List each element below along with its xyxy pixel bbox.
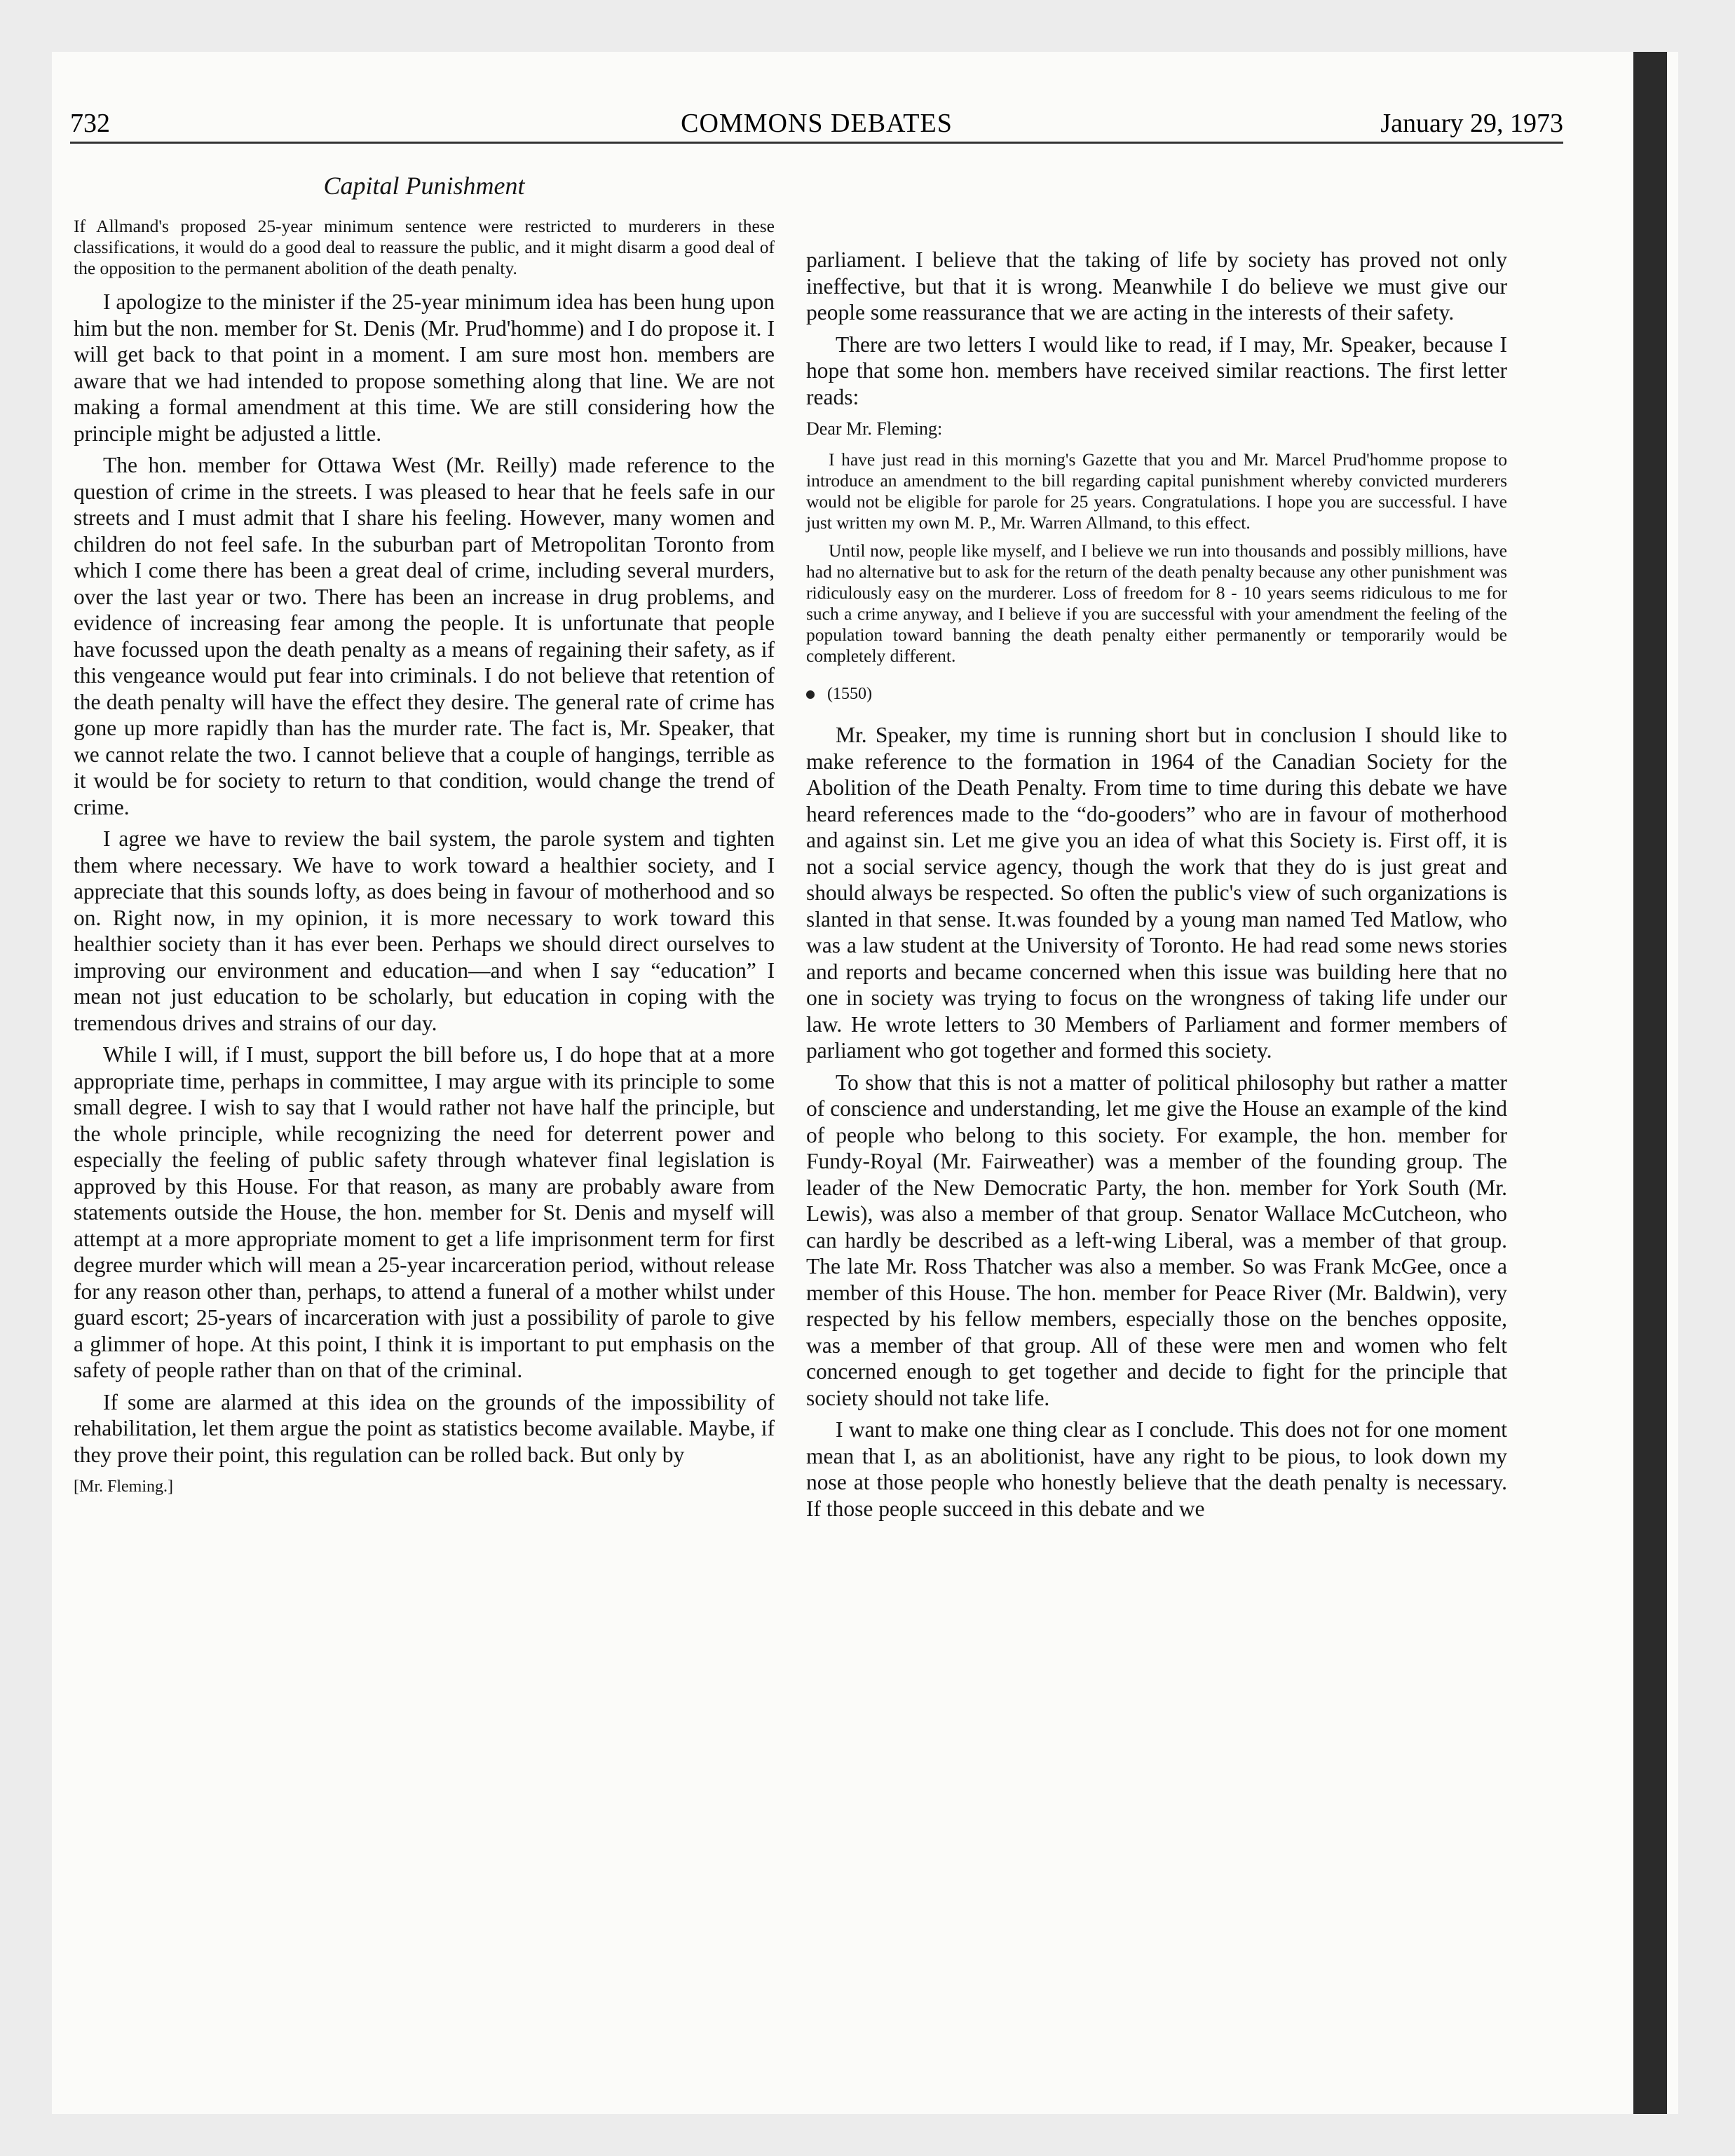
- left-column: [74, 161, 775, 1496]
- letter-paragraph: Until now, people like myself, and I believe we run into thousands and possibly millions, have had no alternative but to ask for the return of the death penalty because any other punishment was ridiculously easy on the murderer. Loss of freedom for 8 - 10 years seems ridiculous to me for such a crime anyway, and I believe if you are successful with your amendment the feeling of the population toward banning the death penalty either permanently or temporarily would be completely different.: [806, 540, 1507, 666]
- page-date: January 29, 1973: [1380, 109, 1563, 138]
- paragraph: While I will, if I must, support the bill before us, I do hope that at a more appropriate time, perhaps in committee, I may argue with its principle to some small degree. I wish to say that I would rather not have half the principle, but the whole principle, while recognizing the need for deterrent power and especially the feeling of public safety through whatever final legislation is approved by this House. For that reason, as many are probably aware from statements outside the House, the hon. member for St. Denis and myself will attempt at a more appropriate moment to get a life imprisonment term for first degree murder which will mean a 25-year incarceration period, without release for any reason other than, perhaps, to attend a funeral of a mother whilst under guard escort; 25-years of incarceration with just a possibility of parole to give a glimmer of hope. At this point, I think it is important to put emphasis on the safety of people rather than on that of the criminal.: [74, 1042, 775, 1382]
- paragraph: I agree we have to review the bail system, the parole system and tighten them where necessary. We have to work toward a healthier society, and I appreciate that this sounds lofty, as does being in favour of motherhood and so on. Right now, in my opinion, it is more necessary to work toward this healthier society than it has ever been. Perhaps we should direct ourselves to improving our environment and education—and when I say “education” I mean not just education to be scholarly, but education in coping with the tremendous drives and strains of our day.: [74, 826, 775, 1035]
- page-header: [70, 104, 1563, 144]
- paragraph: There are two letters I would like to read, if I may, Mr. Speaker, because I hope that some hon. members have received similar reactions. The first letter reads:: [806, 332, 1507, 409]
- letter-salutation: Dear Mr. Fleming:: [806, 418, 943, 439]
- paragraph: To show that this is not a matter of political philosophy but rather a matter of conscience and understanding, let me give the House an example of the kind of people who belong to this society. For example, the hon. member for Fundy-Royal (Mr. Fairweather) was a member of the founding group. The leader of the New Democratic Party, the hon. member for York South (Mr. Lewis), was also a member of that group. Senator Wallace McCutcheon, who can hardly be described as a left-wing Liberal, was a member of that group. The late Mr. Ross Thatcher was also a member. So was Frank McGee, once a member of this House. The hon. member for Peace River (Mr. Baldwin), very respected by his fellow members, especially those on the benches opposite, was a member of that group. All of these were men and women who felt concerned enough to get together and decide to fight for the principle that society should not take life.: [806, 1070, 1507, 1410]
- paragraph: If some are alarmed at this idea on the grounds of the impossibility of rehabilitation, let them argue the point as statistics become available. Maybe, if they prove their point, this regulation can be rolled back. But only by: [74, 1389, 775, 1467]
- time-marker: [806, 685, 1507, 704]
- continued-paragraph: parliament. I believe that the taking of life by society has proved not only ineffective, but that it is wrong. Meanwhile I do believe we must give our people some reassurance that we are acting in the interests of their safety.: [806, 247, 1507, 325]
- paragraph: I apologize to the minister if the 25-year minimum idea has been hung upon him but the non. member for St. Denis (Mr. Prud'homme) and I do propose it. I will get back to that point in a moment. I am sure most hon. members are aware that we had intended to propose something along that line. We are not making a formal amendment at this time. We are still considering how the principle might be adjusted a little.: [74, 289, 775, 446]
- bullet-icon: [806, 690, 815, 699]
- journal-title: COMMONS DEBATES: [681, 109, 953, 138]
- paragraph: The hon. member for Ottawa West (Mr. Reilly) made reference to the question of crime in the streets. I was pleased to hear that he feels safe in our streets and I must admit that I share his feeling. However, many women and children do not feel safe. In the suburban part of Metropolitan Toronto from which I come there has been a great deal of crime, including several murders, over the last year or two. There has been an increase in drug problems, and evidence of increasing fear among the people. It is unfortunate that people have focussed upon the death penalty as a means of regaining their safety, as if this vengeance would put fear into criminals. I do not believe that retention of the death penalty will have the effect they desire. The general rate of crime has gone up more rapidly than has the murder rate. The fact is, Mr. Speaker, that we cannot relate the two. I cannot believe that a couple of hangings, terrible as it would be for society to return to that condition, would change the trend of crime.: [74, 453, 775, 819]
- paragraph: Mr. Speaker, my time is running short but in conclusion I should like to make reference to the formation in 1964 of the Canadian Society for the Abolition of the Death Penalty. From time to time during this debate we have heard references made to the “do-gooders” who are in favour of motherhood and against sin. Let me give you an idea of what this Society is. First off, it is not a social service agency, though the work that they do is just great and should always be respected. So often the public's view of such organizations is slanted in that sense. It.was founded by a young man named Ted Matlow, who was a law student at the University of Toronto. He had read some news stories and reports and became concerned when this issue was building here that no one in society was trying to focus on the wrongness of taking life under our law. He wrote letters to 30 Members of Parliament and former members of parliament who got together and formed this society.: [806, 723, 1507, 1063]
- letter-paragraph: I have just read in this morning's Gazette that you and Mr. Marcel Prud'homme propose to introduce an amendment to the bill regarding capital punishment whereby convicted murderers would not be eligible for parole for 25 years. Congratulations. I hope you are successful. I have just written my own M. P., Mr. Warren Allmand, to this effect.: [806, 449, 1507, 533]
- section-title: Capital Punishment: [323, 172, 525, 200]
- speaker-attribution: [Mr. Fleming.]: [74, 1478, 173, 1496]
- intro-quote: If Allmand's proposed 25-year minimum sentence were restricted to murderers in these classifications, it would do a good deal to reassure the public, and it might disarm a good deal of the opposition to the permanent abolition of the death penalty.: [74, 216, 775, 278]
- time-marker-label: (1550): [827, 685, 872, 703]
- paragraph: I want to make one thing clear as I conclude. This does not for one moment mean that I, as an abolitionist, have any right to be pious, to look down my nose at those people who honestly believe that the death penalty is necessary. If those people succeed in this debate and we: [806, 1417, 1507, 1521]
- page-number: 732: [70, 109, 110, 138]
- right-column: [806, 247, 1507, 1527]
- scan-edge-bar: [1633, 52, 1667, 2114]
